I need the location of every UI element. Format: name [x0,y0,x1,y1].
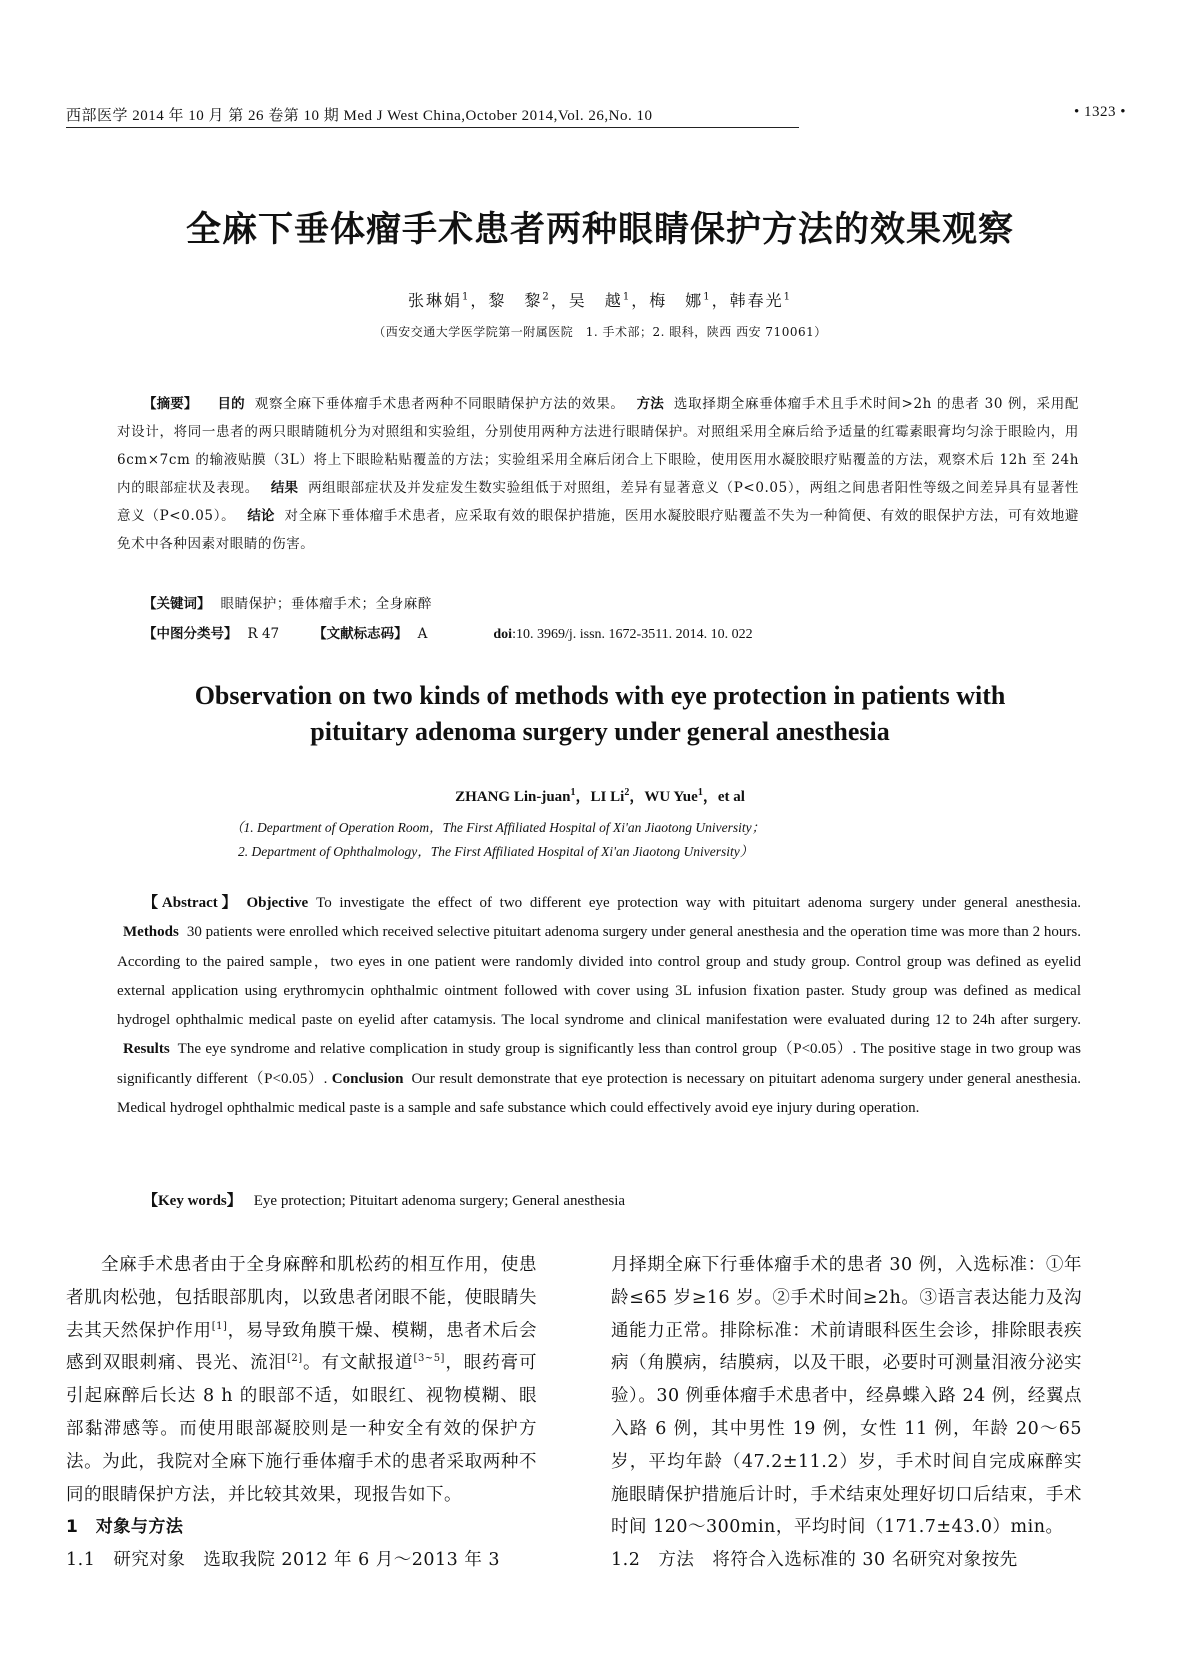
author-name: LI Li [590,789,625,805]
subsection-heading: 1.2 方法 [611,1550,695,1571]
abstract-chinese [117,390,1079,558]
author-affiliation-mark: 1 [783,291,792,303]
objective-label: Objective [246,895,309,911]
author-affiliation-mark: 2 [542,291,551,303]
intro-text: 。有文献报道 [302,1353,414,1374]
methods-label: 方法 [636,396,664,412]
intro-text: ，眼药膏可引起麻醉后长达 8 h 的眼部不适，如眼红、视物模糊、眼部黏滞感等。而使用眼部凝胶则是一种安全有效的保护方法。为此，我院对全麻下施行垂体瘤手术的患者采取两种不同的眼睛保护方法，并比较其效果，现报告如下。 [66,1353,538,1505]
results-text: The eye syndrome and relative complication in study group is significantly less than control group（P<0.05）. The positive stage in two group was significantly different（P<0.05）. [117,1041,1081,1087]
doi[interactable] [493,627,752,642]
conclusion-label: Conclusion [331,1070,404,1087]
abstract-label: 【Abstract】 [143,895,241,911]
author-affiliation-mark: 1 [462,291,471,303]
author-affiliation-mark: 1 [622,291,632,303]
citation-ref[interactable]: [2] [286,1353,303,1365]
continued-paragraph: 月择期全麻下行垂体瘤手术的患者 30 例，入选标准：①年龄≤65 岁≥16 岁。②手术时间≥2h。③语言表达能力及沟通能力正常。排除标准：术前请眼科医生会诊，排除眼表疾病（角膜病，结膜病，以及干眼，必要时可测量泪液分泌实验）。30 例垂体瘤手术患者中，经鼻蝶入路 24 例，经翼点入路 6 例，其中男性 19 例，女性 11 例，年龄 20～65 岁，平均年龄（47.2±11.2）岁，手术时间自完成麻醉实施眼睛保护措施后计时，手术结束处理好切口后结束，手术时间 120～300min，平均时间（171.7±43.0）min。 [611,1255,1082,1538]
keywords-english [143,1188,1083,1214]
affiliation-chinese: （西安交通大学医学院第一附属医院 1. 手术部；2. 眼科，陕西 西安 710061） [373,325,827,339]
conclusion-text: Our result demonstrate that eye protection is necessary on pituitart adenoma surgery under general anesthesia. Medical hydrogel ophthalmic medical paste is a sample and safe substance which could effectively avoid eye injury during operation. [117,1070,1081,1117]
conclusion-text: 对全麻下垂体瘤手术患者，应采取有效的眼保护措施，医用水凝胶眼疗贴覆盖不失为一种简便、有效的眼保护方法，可有效地避免术中各种因素对眼睛的伤害。 [117,508,1079,552]
affiliation-english-line: （1. Department of Operation Room，The First Affiliated Hospital of Xi'an Jiaotong University； [230,820,766,835]
objective-text: To investigate the effect of two different eye protection way with pituitart adenoma surgery under general anesthesia. [316,895,1081,911]
conclusion-label: 结论 [247,508,275,524]
results-label: Results [123,1041,170,1058]
affiliation-english-line: 2. Department of Ophthalmology，The First Affiliated Hospital of Xi'an Jiaotong University） [238,844,754,859]
keywords-text: 眼睛保护；垂体瘤手术；全身麻醉 [220,596,432,612]
classification-line [143,621,1083,647]
keywords-chinese [143,591,1083,617]
author-affiliation-mark: 1 [570,787,576,798]
title-chinese: 全麻下垂体瘤手术患者两种眼睛保护方法的效果观察 [185,210,1014,250]
document-code: A [417,626,428,642]
objective-label: 目的 [217,396,245,412]
abstract-english [117,889,1081,1123]
doi-value: :10. 3969/j. issn. 1672-3511. 2014. 10. 022 [512,627,753,642]
methods-text: 30 patients were enrolled which received selective pituitart adenoma surgery under general anesthesia and the operation time was more than 2 hours. According to the paired sample，two eyes in one patient were randomly divided into control group and study group. Control group was defined as eyelid external application using erythromycin ophthalmic ointment followed with cover using 3L infusion fixation paster. Study group was defined as medical hydrogel ophthalmic medical paste on eyelid after catamysis. The local syndrome and clinical manifestation were evaluated during 12 to 24h after surgery. [117,924,1081,1029]
body-column-right [611,1249,1082,1577]
keywords-text: Eye protection; Pituitart adenoma surgery; General anesthesia [253,1193,626,1209]
title-english-line: Observation on two kinds of methods with eye protection in patients with [194,681,1006,710]
authors-chinese: 张琳娟$^1$，黎 黎$^2$，吴 越$^1$，梅 娜$^1$，韩春光$^1$ [407,291,792,310]
objective-text: 观察全麻下垂体瘤手术患者两种不同眼睛保护方法的效果。 [254,396,625,412]
title-english-line: pituitary adenoma surgery under general anesthesia [310,717,890,746]
clc-code: R 47 [247,626,280,642]
subsection-heading: 1.1 研究对象 [66,1550,186,1571]
citation-ref[interactable]: [1] [211,1320,228,1332]
author-affiliation-mark: 1 [697,787,703,798]
subsection-paragraph [611,1544,1082,1577]
clc-label: 【中图分类号】 [143,626,238,642]
keywords-label: 【Key words】 [143,1193,242,1209]
subsection-text: 将符合入选标准的 30 名研究对象按先 [712,1550,1018,1571]
abstract-label: 【摘要】 [143,396,198,412]
running-head [66,104,1126,128]
author-name: et al [717,789,745,805]
author-name: 吴 越 [568,291,623,310]
author-name: 黎 黎 [488,291,543,310]
methods-text: 选取择期全麻垂体瘤手术且手术时间>2h 的患者 30 例，采用配对设计，将同一患者的两只眼睛随机分为对照组和实验组，分别使用两种方法进行眼睛保护。对照组采用全麻后给予适量的红霉素眼膏均匀涂于眼睑内，用 6cm×7cm 的输液贴膜（3L）将上下眼睑粘贴覆盖的方法；实验组采用全麻后闭合上下眼睑，使用医用水凝胶眼疗贴覆盖的方法，观察术后 12h 至 24h 内的眼部症状及表现。 [117,396,1080,496]
body-column-left [66,1249,537,1577]
title-english [0,678,1200,750]
author-name: 梅 娜 [649,291,704,310]
intro-paragraph [66,1249,537,1511]
keywords-label: 【关键词】 [143,596,211,612]
section-heading: 1 对象与方法 [66,1517,184,1538]
running-head-journal: 西部医学 2014 年 10 月 第 26 卷第 10 期 Med J West China,October 2014,Vol. 26,No. 10 [66,108,653,124]
author-name: WU Yue [644,789,698,805]
author-affiliation-mark: 2 [624,787,630,798]
methods-label: Methods [123,924,179,941]
subsection-text: 选取我院 2012 年 6 月～2013 年 3 [203,1550,501,1571]
intro-text: 全麻手术患者由于全身麻醉和肌松药的相互作用，使患者肌肉松弛，包括眼部肌肉，以致患者闭眼不能，使眼睛失去其天然保护作用 [66,1255,537,1341]
author-name: ZHANG Lin-juan [455,789,571,805]
results-label: 结果 [270,480,299,496]
author-name: 张琳娟 [407,291,462,310]
author-affiliation-mark: 1 [703,291,712,303]
document-code-label: 【文献标志码】 [313,626,408,642]
subsection-paragraph [66,1544,537,1577]
results-text: 两组眼部症状及并发症发生数实验组低于对照组，差异有显著意义（P<0.05），两组之间患者阳性等级之间差异具有显著性意义（P<0.05）。 [117,480,1080,524]
header-rule [66,127,799,128]
affiliation-english [230,816,1030,864]
citation-ref[interactable]: [3~5] [413,1353,445,1365]
page-number: • 1323 • [1073,104,1126,120]
authors-english: ZHANG Lin-juan$^1$，LI Li$^2$，WU Yue$^1$，et al [455,787,745,805]
intro-text: ，易导致角膜干燥、模糊，患者术后会感到双眼刺痛、畏光、流泪 [66,1320,538,1374]
doi-label: doi [493,627,513,642]
author-name: 韩春光 [729,291,784,310]
